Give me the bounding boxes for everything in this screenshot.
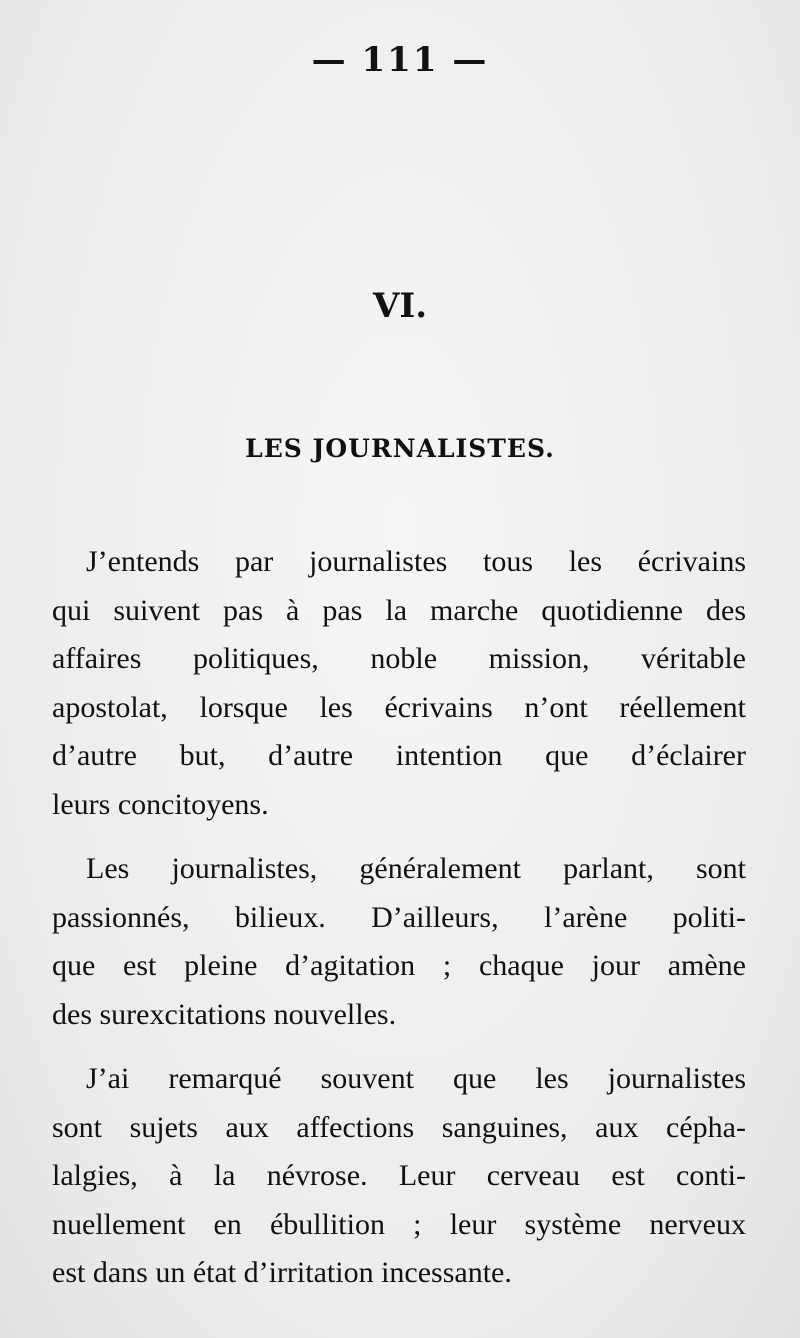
text-line: que est pleine d’agitation ; chaque jour amène <box>52 949 746 982</box>
text-line: J’ai remarqué souvent que les journalistes <box>86 1062 746 1095</box>
verso-bleed-through <box>30 80 770 188</box>
text-line: affaires politiques, noble mission, véritable <box>52 642 746 675</box>
text-line: d’autre but, d’autre intention que d’éclairer <box>52 739 746 772</box>
page-number: — 111 — <box>311 40 489 80</box>
text-line: Les journalistes, généralement parlant, sont <box>86 852 746 885</box>
paragraph-1 <box>52 538 746 829</box>
text-line: qui suivent pas à pas la marche quotidienne des <box>52 593 746 627</box>
text-line: des surexcitations nouvelles. <box>52 997 397 1031</box>
paragraph-2 <box>52 845 746 1039</box>
paragraph-3 <box>52 1055 746 1298</box>
text-line: J’entends par journalistes tous les écrivains <box>86 545 746 578</box>
text-line: est dans un état d’irritation incessante. <box>52 1256 512 1289</box>
chapter-title: LES JOURNALISTES. <box>245 434 555 463</box>
text-line: lalgies, à la névrose. Leur cerveau est conti- <box>52 1159 746 1192</box>
text-line: nuellement en ébullition ; leur système nerveux <box>52 1207 746 1241</box>
text-line: apostolat, lorsque les écrivains n’ont réellement <box>52 690 746 724</box>
text-line: passionnés, bilieux. D’ailleurs, l’arène politi- <box>52 900 746 934</box>
chapter-number: VI. <box>372 286 428 326</box>
text-line: sont sujets aux affections sanguines, aux cépha- <box>52 1110 746 1144</box>
body-text <box>52 538 746 1298</box>
text-line: leurs concitoyens. <box>52 787 269 821</box>
